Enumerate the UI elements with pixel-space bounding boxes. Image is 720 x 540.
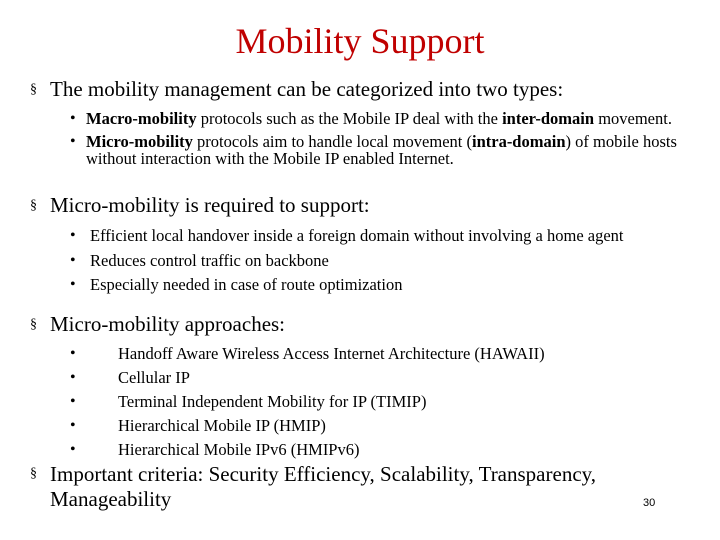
section-bullet-icon: §: [30, 317, 37, 332]
section-micro-mobility-support: [30, 194, 700, 293]
bullet-heading-criteria: [30, 462, 705, 512]
list-item-text: Terminal Independent Mobility for IP (TIMIP): [118, 392, 427, 411]
list-item: [30, 369, 700, 386]
section-important-criteria: [30, 462, 705, 512]
bullet-icon: •: [70, 369, 76, 386]
macro-text-end: movement.: [594, 109, 672, 128]
list-item: [30, 441, 700, 458]
section-bullet-icon: §: [30, 82, 37, 97]
list-item: [30, 393, 700, 410]
term-inter-domain: inter-domain: [502, 109, 595, 128]
list-item-text: Cellular IP: [118, 368, 190, 387]
list-item-text: Handoff Aware Wireless Access Internet Architecture (HAWAII): [118, 344, 545, 363]
bullet-icon: •: [70, 252, 76, 269]
bullet-heading-approaches: [30, 313, 700, 336]
section-bullet-icon: §: [30, 466, 37, 481]
bullet-icon: •: [70, 393, 76, 410]
list-item: [30, 227, 700, 244]
bullet-icon: •: [70, 417, 76, 434]
section-micro-mobility-approaches: [30, 313, 700, 458]
sub-bullet-macro-mobility: [30, 110, 700, 127]
list-item: [30, 345, 700, 362]
term-macro-mobility: Macro-mobility: [86, 109, 197, 128]
micro-text: protocols aim to handle local movement (: [192, 132, 472, 151]
bullet-icon: •: [70, 133, 76, 150]
bullet-icon: •: [70, 110, 76, 127]
bullet-heading-types: [30, 78, 700, 101]
page-number: 30: [643, 497, 656, 509]
heading-text: Micro-mobility is required to support:: [50, 193, 370, 217]
term-micro-mobility: Micro-mobility: [86, 132, 193, 151]
macro-text: protocols such as the Mobile IP deal with the: [196, 109, 503, 128]
list-item-text: Hierarchical Mobile IPv6 (HMIPv6): [118, 440, 360, 459]
list-item: [30, 276, 700, 293]
bullet-heading-support: [30, 194, 700, 217]
bullet-icon: •: [70, 441, 76, 458]
bullet-icon: •: [70, 276, 76, 293]
micro-text-end: ) of mobile hosts without interaction with the Mobile IP enabled Internet.: [86, 132, 677, 168]
list-item-text: Especially needed in case of route optimization: [90, 275, 403, 294]
sub-bullet-micro-mobility: [30, 133, 700, 167]
heading-text: Important criteria: Security Efficiency, Scalability, Transparency, Manageability: [50, 462, 597, 511]
section-bullet-icon: §: [30, 198, 37, 213]
list-item-text: Efficient local handover inside a foreign domain without involving a home agent: [90, 226, 624, 245]
bullet-icon: •: [70, 345, 76, 362]
slide-title: Mobility Support: [235, 21, 485, 61]
heading-text: The mobility management can be categorized into two types:: [50, 77, 564, 101]
list-item-text: Reduces control traffic on backbone: [90, 251, 329, 270]
list-item: [30, 417, 700, 434]
heading-text: Micro-mobility approaches:: [50, 312, 286, 336]
bullet-icon: •: [70, 227, 76, 244]
list-item-text: Hierarchical Mobile IP (HMIP): [118, 416, 326, 435]
term-intra-domain: intra-domain: [471, 132, 566, 151]
list-item: [30, 252, 700, 269]
section-mobility-types: [30, 78, 700, 167]
